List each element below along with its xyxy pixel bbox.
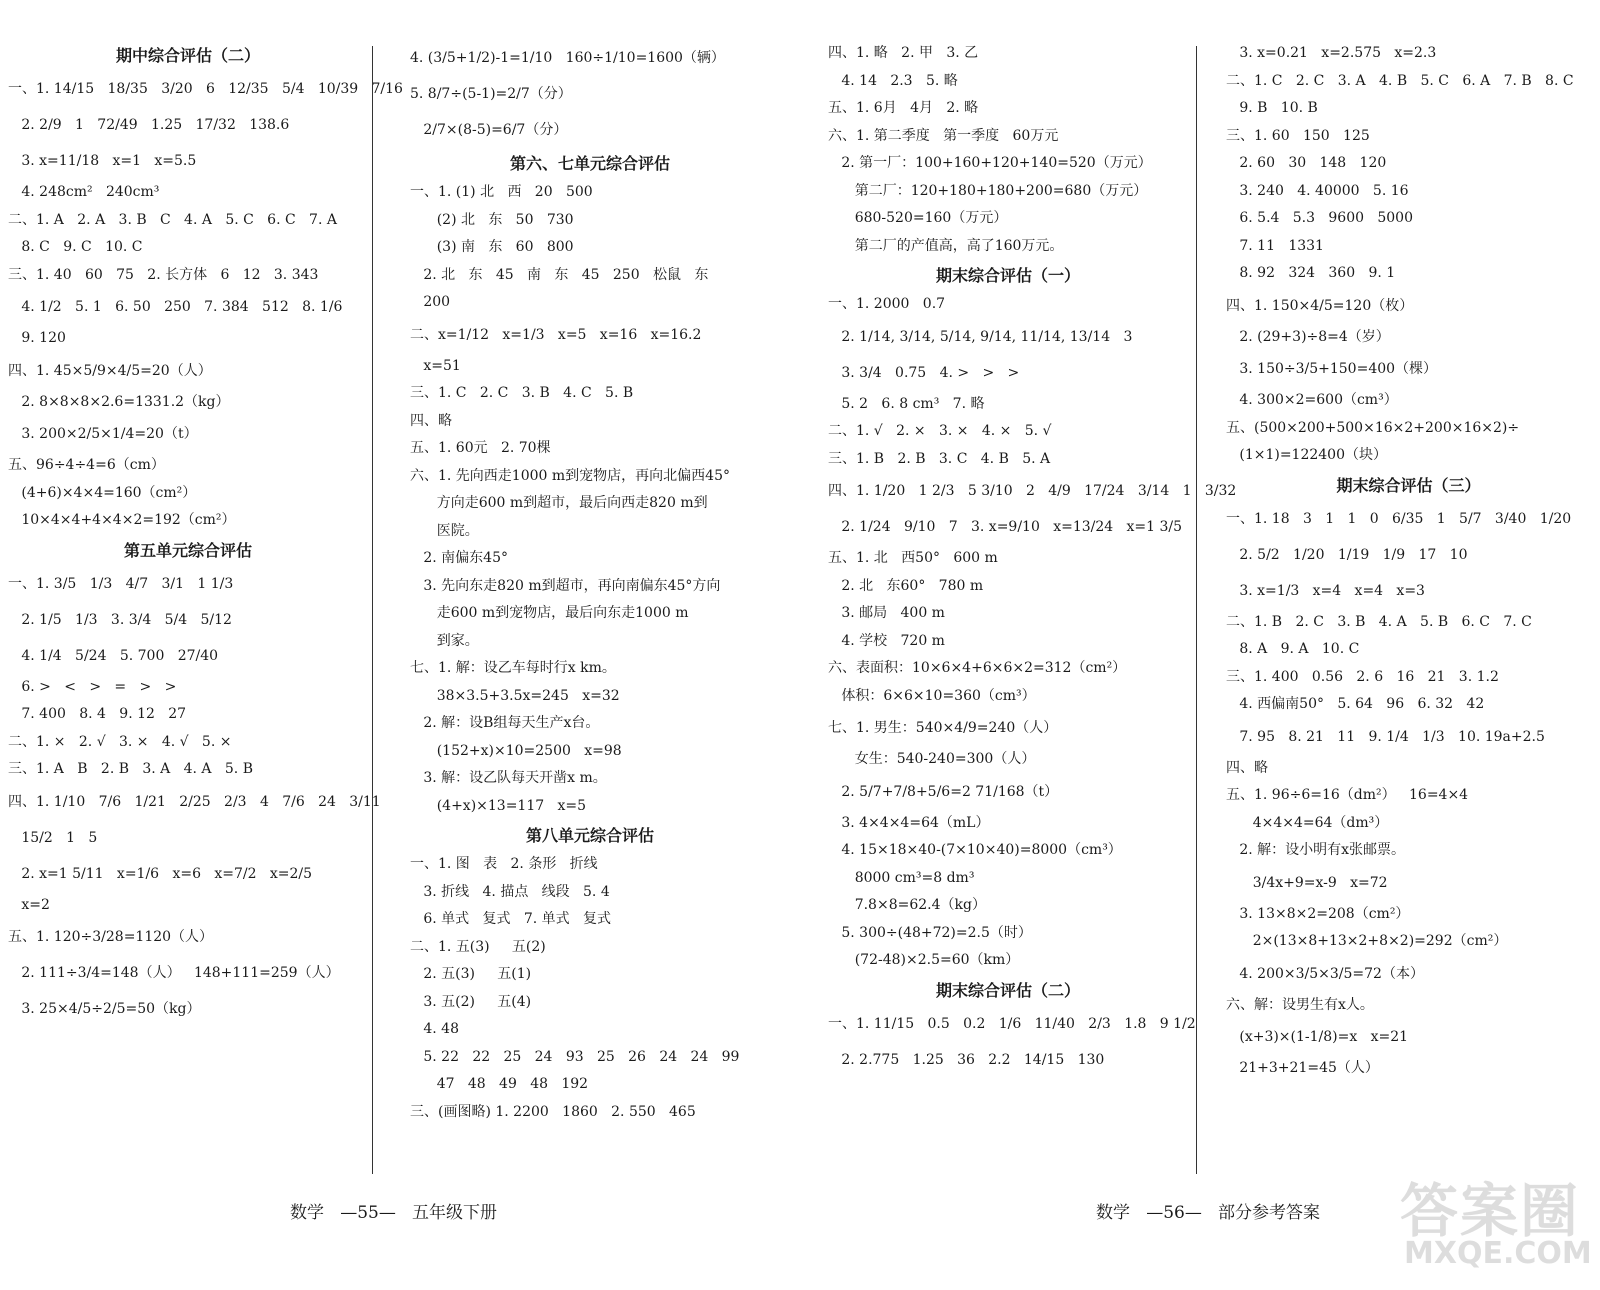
answer-line: 2. x=1 5/11 x=1/6 x=6 x=7/2 x=2/5	[8, 865, 312, 882]
answer-line: 2. 2.775 1.25 36 2.2 14/15 130	[828, 1051, 1105, 1068]
answer-line: 女生：540-240=300（人）	[828, 751, 1036, 767]
answer-line: 走600 m到宠物店，最后向东走1000 m	[410, 605, 689, 621]
answer-line: 一、1. 3/5 1/3 4/7 3/1 1 1/3	[8, 575, 234, 592]
answer-line: 2. 111÷3/4=148（人） 148+111=259（人）	[8, 965, 340, 981]
answer-line: 3. 五(2) 五(4)	[410, 993, 532, 1010]
answer-line: 3. x=11/18 x=1 x=5.5	[8, 153, 197, 169]
answer-line: 一、1. 18 3 1 1 0 6/35 1 5/7 3/40 1/20	[1226, 510, 1572, 527]
answer-line: 2. 解：设B组每天生产x台。	[410, 715, 600, 731]
answer-line: 6. 5.4 5.3 9600 5000	[1226, 210, 1413, 226]
answer-line: (2) 北 东 50 730	[410, 211, 574, 228]
answer-line: 680-520=160（万元）	[828, 210, 1008, 226]
answer-line: 5. 300÷(48+72)=2.5（时）	[828, 924, 1032, 941]
section-heading: 第八单元综合评估	[525, 826, 654, 845]
answer-line: 2. 8×8×8×2.6=1331.2（kg）	[8, 393, 230, 410]
answer-line: 二、1. √ 2. × 3. × 4. × 5. √	[828, 423, 1052, 439]
answer-line: 五、1. 60元 2. 70棵	[410, 440, 551, 456]
section-heading: 第五单元综合评估	[123, 540, 252, 560]
answer-line: (4+6)×4×4=160（cm²）	[8, 484, 197, 501]
answer-line: 21+3+21=45（人）	[1226, 1060, 1379, 1076]
answer-line: 4. 西偏南50° 5. 64 96 6. 32 42	[1226, 696, 1485, 712]
answer-line: 3. x=1/3 x=4 x=4 x=3	[1226, 582, 1425, 599]
answer-line: 2. 五(3) 五(1)	[410, 966, 532, 982]
answer-line: 3/4x+9=x-9 x=72	[1226, 874, 1388, 891]
column-divider	[1196, 46, 1197, 1174]
section-heading: 期末综合评估（三）	[1336, 475, 1481, 495]
column-2	[410, 40, 770, 1126]
answer-line: 3. 先向东走820 m到超市，再向南偏东45°方向	[410, 577, 721, 594]
answer-line: 七、1. 男生：540×4/9=240（人）	[828, 720, 1058, 736]
section-heading: 期末综合评估（一）	[935, 266, 1080, 285]
answer-line: 医院。	[410, 522, 479, 539]
answer-line: 三、1. A B 2. B 3. A 4. A 5. B	[8, 761, 253, 777]
answer-line: 8000 cm³=8 dm³	[828, 869, 975, 886]
answer-line: 一、1. 14/15 18/35 3/20 6 12/35 5/4 10/39 7/16	[8, 81, 403, 97]
answer-line: 二、1. 五(3) 五(2)	[410, 938, 546, 955]
answer-line: 四、1. 略 2. 甲 3. 乙	[828, 45, 979, 61]
answer-line: 六、解：设男生有x人。	[1226, 996, 1374, 1013]
answer-line: 2. 5/7+7/8+5/6=2 71/168（t）	[828, 783, 1059, 800]
answer-line: 五、1. 6月 4月 2. 略	[828, 100, 979, 116]
answer-line: 三、1. 60 150 125	[1226, 127, 1370, 144]
answer-line: 3. 邮局 400 m	[828, 605, 945, 621]
answer-line: 四、1. 45×5/9×4/5=20（人）	[8, 362, 212, 379]
answer-line: 2/7×(8-5)=6/7（分）	[410, 122, 568, 138]
column-divider	[372, 46, 373, 1174]
answer-line: 五、1. 120÷3/28=1120（人）	[8, 929, 214, 945]
answer-line: 47 48 49 48 192	[410, 1076, 589, 1092]
answer-line: 四、1. 1/10 7/6 1/21 2/25 2/3 4 7/6 24 3/11	[8, 793, 381, 810]
answer-line: 一、1. 11/15 0.5 0.2 1/6 11/40 2/3 1.8 9 1/2	[828, 1015, 1196, 1032]
answer-line: 2. 1/14, 3/14, 5/14, 9/14, 11/14, 13/14 3	[828, 328, 1133, 345]
answer-line: 二、1. B 2. C 3. B 4. A 5. B 6. C 7. C	[1226, 613, 1532, 630]
answer-line: 五、96÷4÷4=6（cm）	[8, 457, 165, 473]
answer-line: 4. 248cm² 240cm³	[8, 184, 160, 200]
answer-line: 4. 1/2 5. 1 6. 50 250 7. 384 512 8. 1/6	[8, 299, 343, 315]
answer-line: 9. B 10. B	[1226, 100, 1318, 116]
answer-line: 8. A 9. A 10. C	[1226, 641, 1360, 657]
answer-line: (3) 南 东 60 800	[410, 239, 574, 255]
answer-line: 三、1. B 2. B 3. C 4. B 5. A	[828, 450, 1051, 467]
answer-line: 4. 48	[410, 1021, 459, 1037]
answer-line: 4. 14 2.3 5. 略	[828, 72, 958, 89]
answer-line: 5. 8/7÷(5-1)=2/7（分）	[410, 86, 572, 102]
answer-line: 8. C 9. C 10. C	[8, 239, 143, 255]
answer-line: 3. x=0.21 x=2.575 x=2.3	[1226, 45, 1437, 61]
answer-line: 3. 150÷3/5+150=400（棵）	[1226, 361, 1438, 377]
answer-line: 9. 120	[8, 330, 66, 346]
answer-line: x=2	[8, 896, 50, 913]
answer-line: x=51	[410, 357, 461, 374]
column-1	[8, 40, 403, 1027]
answer-line: 38×3.5+3.5x=245 x=32	[410, 687, 620, 704]
answer-line: 一、1. (1) 北 西 20 500	[410, 184, 593, 200]
answer-line: 5. 2 6. 8 cm³ 7. 略	[828, 395, 985, 412]
answer-line: 3. 13×8×2=208（cm²）	[1226, 905, 1410, 922]
answer-line: 七、1. 解：设乙车每时行x km。	[410, 660, 616, 676]
answer-line: 到家。	[410, 632, 479, 649]
answer-line: 四、1. 1/20 1 2/3 5 3/10 2 4/9 17/24 3/14 1 3/32	[828, 483, 1237, 499]
answer-line: 7. 400 8. 4 9. 12 27	[8, 706, 187, 722]
answer-line: 三、1. 40 60 75 2. 长方体 6 12 3. 343	[8, 266, 319, 283]
answer-line: 4×4×4=64（dm³）	[1226, 814, 1389, 831]
answer-line: 一、1. 图 表 2. 条形 折线	[410, 856, 598, 872]
answer-line: 2. 1/5 1/3 3. 3/4 5/4 5/12	[8, 611, 232, 628]
section-heading: 期中综合评估（二）	[115, 46, 260, 65]
answer-line: 8. 92 324 360 9. 1	[1226, 265, 1396, 281]
answer-line: 6. > < > = > >	[8, 678, 177, 695]
answer-line: 2. 北 东 45 南 东 45 250 松鼠 东	[410, 266, 709, 283]
answer-line: 6. 单式 复式 7. 单式 复式	[410, 911, 612, 927]
answer-line: 五、1. 96÷6=16（dm²） 16=4×4	[1226, 787, 1469, 803]
answer-line: 2. 2/9 1 72/49 1.25 17/32 138.6	[8, 117, 290, 133]
answer-line: 五、(500×200+500×16×2+200×16×2)÷	[1226, 419, 1520, 436]
answer-line: 2. 60 30 148 120	[1226, 155, 1387, 171]
answer-line: 4. 200×3/5×3/5=72（本）	[1226, 965, 1424, 982]
answer-line: (152+x)×10=2500 x=98	[410, 742, 622, 759]
answer-line: 3. 4×4×4=64（mL）	[828, 814, 990, 831]
answer-line: 三、1. C 2. C 3. B 4. C 5. B	[410, 385, 634, 401]
answer-line: 三、1. 400 0.56 2. 6 16 21 3. 1.2	[1226, 668, 1499, 685]
answer-line: 第二厂的产值高，高了160万元。	[828, 237, 1064, 254]
answer-line: 4. 学校 720 m	[828, 632, 945, 649]
answer-line: 六、1. 第二季度 第一季度 60万元	[828, 127, 1059, 144]
answer-line: 7.8×8=62.4（kg）	[828, 897, 986, 913]
answer-line: 五、1. 北 西50° 600 m	[828, 550, 998, 566]
answer-line: 六、表面积：10×6×4+6×6×2=312（cm²）	[828, 660, 1127, 676]
answer-line: 7. 95 8. 21 11 9. 1/4 1/3 10. 19a+2.5	[1226, 728, 1545, 745]
answer-line: (4+x)×13=117 x=5	[410, 797, 587, 814]
answer-line: 3. 3/4 0.75 4. > > >	[828, 364, 1020, 381]
footer-page-55: 数学 —55— 五年级下册	[290, 1203, 498, 1223]
answer-line: 2. 5/2 1/20 1/19 1/9 17 10	[1226, 546, 1468, 563]
answer-line: 3. 25×4/5÷2/5=50（kg）	[8, 1001, 201, 1017]
answer-line: 第二厂：120+180+180+200=680（万元）	[828, 182, 1148, 199]
answer-line: (1×1)=122400（块）	[1226, 447, 1387, 463]
watermark-logo	[1400, 1164, 1592, 1282]
answer-line: 3. 解：设乙队每天开凿x m。	[410, 770, 607, 786]
answer-line: 四、略	[410, 412, 452, 429]
answer-line: 四、略	[1226, 759, 1268, 776]
footer-page-56: 数学 —56— 部分参考答案	[1096, 1203, 1321, 1223]
answer-line: 二、1. × 2. √ 3. × 4. √ 5. ×	[8, 733, 232, 750]
section-heading: 期末综合评估（二）	[935, 980, 1080, 1000]
answer-line: (72-48)×2.5=60（km）	[828, 952, 1020, 968]
answer-line: 4. 300×2=600（cm³）	[1226, 392, 1398, 408]
answer-line: 3. 200×2/5×1/4=20（t）	[8, 426, 198, 442]
answer-line: 7. 11 1331	[1226, 237, 1324, 254]
answer-line: 一、1. 2000 0.7	[828, 296, 946, 312]
answer-line: 2. 第一厂：100+160+120+140=520（万元）	[828, 155, 1152, 171]
answer-line: 3. 折线 4. 描点 线段 5. 4	[410, 883, 610, 900]
answer-line: 体积：6×6×10=360（cm³）	[828, 687, 1036, 704]
answer-line: 4. 1/4 5/24 5. 700 27/40	[8, 647, 219, 664]
answer-line: 4. (3/5+1/2)-1=1/10 160÷1/10=1600（辆）	[410, 50, 725, 66]
answer-line: 2×(13×8+13×2+8×2)=292（cm²）	[1226, 933, 1508, 949]
answer-line: 10×4×4+4×4×2=192（cm²）	[8, 512, 236, 528]
answer-line: 4. 15×18×40-(7×10×40)=8000（cm³）	[828, 842, 1122, 858]
answer-line: 3. 240 4. 40000 5. 16	[1226, 182, 1409, 199]
answer-line: 200	[410, 294, 451, 310]
column-3	[828, 40, 1237, 1078]
column-4	[1226, 40, 1591, 1083]
answer-line: 二、1. C 2. C 3. A 4. B 5. C 6. A 7. B 8. C	[1226, 72, 1574, 89]
answer-line: 2. (29+3)÷8=4（岁）	[1226, 328, 1390, 345]
watermark-text: 答案圈	[1400, 1177, 1581, 1245]
answer-line: 二、x=1/12 x=1/3 x=5 x=16 x=16.2	[410, 326, 702, 343]
watermark-url: MXQE.COM	[1404, 1236, 1592, 1271]
section-heading: 第六、七单元综合评估	[509, 154, 670, 173]
answer-line: 二、1. A 2. A 3. B C 4. A 5. C 6. C 7. A	[8, 211, 337, 228]
answer-line: 六、1. 先向西走1000 m到宠物店，再向北偏西45°	[410, 467, 730, 484]
answer-line: 2. 北 东60° 780 m	[828, 577, 984, 594]
answer-line: 15/2 1 5	[8, 829, 98, 846]
answer-line: (x+3)×(1-1/8)=x x=21	[1226, 1029, 1409, 1045]
answer-line: 方向走600 m到超市，最后向西走820 m到	[410, 495, 708, 511]
answer-line: 2. 1/24 9/10 7 3. x=9/10 x=13/24 x=1 3/5	[828, 519, 1183, 535]
answer-line: 三、(画图略) 1. 2200 1860 2. 550 465	[410, 1103, 696, 1120]
answer-line: 2. 解：设小明有x张邮票。	[1226, 842, 1406, 858]
answer-line: 四、1. 150×4/5=120（枚）	[1226, 297, 1414, 314]
answer-line: 2. 南偏东45°	[410, 550, 508, 566]
answer-line: 5. 22 22 25 24 93 25 26 24 24 99	[410, 1048, 740, 1065]
